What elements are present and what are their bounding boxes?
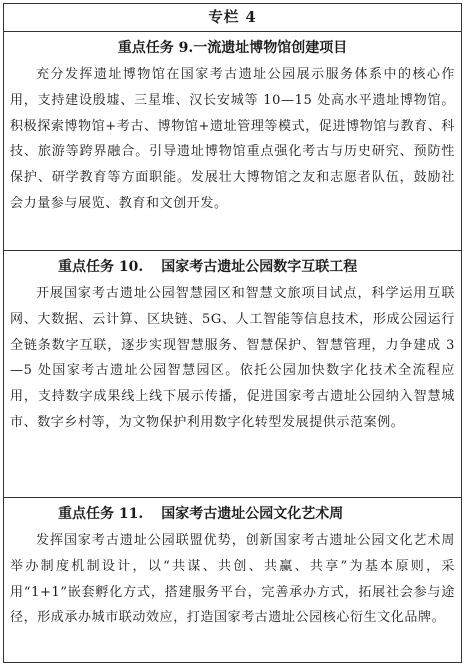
task-body-9: 充分发挥遗址博物馆在国家考古遗址公园展示服务体系中的核心作用，支持建设殷墟、三星堆、汉长安城等 10—15 处高水平遗址博物馆。积极探索博物馆+考古、博物馆+遗址管理等模式，促进博物馆与教育、科技、旅游等跨界融合。引导遗址博物馆重点强化考古与历史研究、预防性保护、研学教育等方面职能。发展壮大博物馆之友和志愿者队伍，鼓励社会力量参与展览、教育和文创开发。 xyxy=(10,67,455,211)
task-body-10: 开展国家考古遗址公园智慧园区和智慧文旅项目试点，科学运用互联网、大数据、云计算、区块链、5G、人工智能等信息技术，形成公园运行全链条数字互联，逐步实现智慧服务、智慧保护、智慧管理，力争建成 3—5 处国家考古遗址公园智慧园区。依托公园加快数字化技术全流程应用，支持数字成果线上线下展示传播，促进国家考古遗址公园纳入智慧城市、数字乡村等，为文物保护利用数字化转型发展提供示范案例。 xyxy=(10,286,455,430)
task-body-11: 发挥国家考古遗址公园联盟优势，创新国家考古遗址公园文化艺术周举办制度机制设计，以“共谋、共创、共赢、共享”为基本原则，采用“1+1”嵌套孵化方式，搭建服务平台，完善承办方式，拓展社会参与途径，形成承办城市联动效应，打造国家考古遗址公园核心衍生文化品牌。 xyxy=(10,533,455,626)
task-title-name: 国家考古遗址公园数字互联工程 xyxy=(161,259,358,275)
task-title-11 xyxy=(10,502,455,526)
task-title-name: 国家考古遗址公园文化艺术周 xyxy=(161,506,344,522)
task-section-11 xyxy=(4,498,461,663)
task-section-10 xyxy=(4,251,461,498)
task-title-prefix: 重点任务 9. xyxy=(117,40,194,56)
column-box xyxy=(3,3,462,663)
task-title-9 xyxy=(10,36,455,60)
task-title-prefix: 重点任务 11. xyxy=(58,506,144,522)
column-header: 专栏 4 xyxy=(4,4,461,32)
task-title-name: 一流遗址博物馆创建项目 xyxy=(193,40,348,56)
task-section-9 xyxy=(4,32,461,251)
task-title-prefix: 重点任务 10. xyxy=(58,259,144,275)
task-title-10 xyxy=(10,255,455,279)
